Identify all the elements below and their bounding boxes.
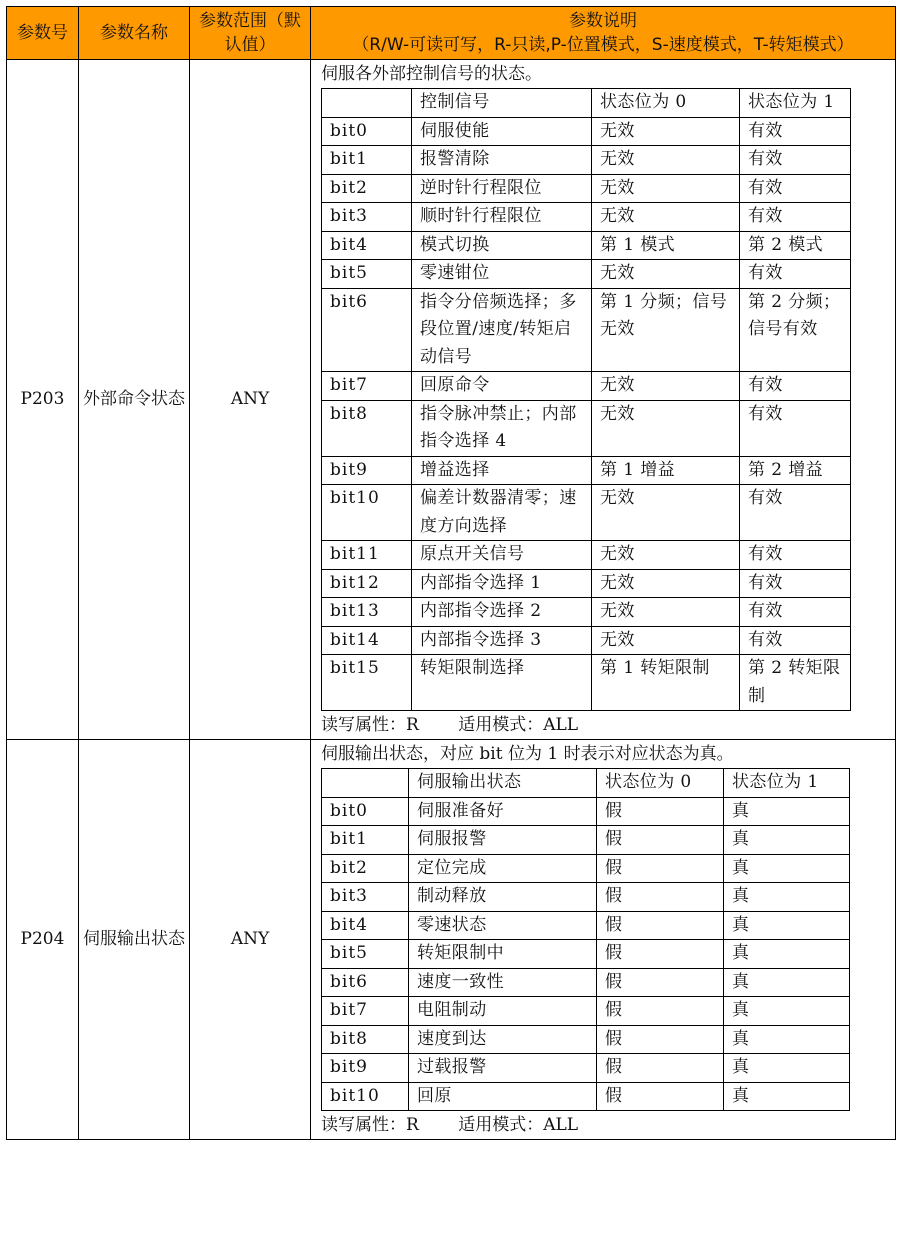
param-id: P204 (7, 740, 79, 1140)
bit-cell: bit13 (322, 598, 412, 627)
state1-cell: 真 (724, 854, 850, 883)
param-name: 伺服输出状态 (79, 740, 190, 1140)
bit-cell: bit8 (322, 400, 412, 456)
bit-table-row (322, 117, 851, 146)
bit-table-row (322, 456, 851, 485)
state0-cell: 无效 (592, 598, 740, 627)
bit-table-row (322, 174, 851, 203)
header-desc-legend: （R/W-可读可写，R-只读,P-位置模式，S-速度模式，T-转矩模式） (352, 35, 854, 55)
bit-table-row (322, 288, 851, 372)
bit-cell: bit12 (322, 569, 412, 598)
state0-cell: 无效 (592, 372, 740, 401)
state1-cell: 第 2 模式 (740, 231, 851, 260)
signal-cell: 伺服使能 (412, 117, 592, 146)
description-intro: 伺服各外部控制信号的状态。 (321, 64, 542, 84)
bit-table-row (322, 826, 850, 855)
description-footer: 读写属性：R 适用模式：ALL (321, 715, 579, 735)
signal-cell: 零速钳位 (412, 260, 592, 289)
param-id: P203 (7, 60, 79, 740)
state1-cell: 真 (724, 883, 850, 912)
state1-cell: 有效 (740, 626, 851, 655)
bit-cell: bit6 (322, 288, 412, 372)
state0-cell: 无效 (592, 260, 740, 289)
bit-table-header-cell (322, 769, 409, 798)
bit-table-row (322, 231, 851, 260)
bit-table-header-cell: 伺服输出状态 (409, 769, 597, 798)
state1-cell: 有效 (740, 260, 851, 289)
state0-cell: 假 (597, 883, 724, 912)
header-param-name: 参数名称 (79, 7, 190, 60)
header-param-id: 参数号 (7, 7, 79, 60)
state0-cell: 假 (597, 797, 724, 826)
bit-table-header-cell: 状态位为 0 (597, 769, 724, 798)
bit-cell: bit9 (322, 1054, 409, 1083)
signal-cell: 增益选择 (412, 456, 592, 485)
bit-cell: bit2 (322, 174, 412, 203)
bit-cell: bit0 (322, 797, 409, 826)
bit-table-row (322, 911, 850, 940)
state0-cell: 无效 (592, 117, 740, 146)
bit-table-row (322, 940, 850, 969)
bit-table-row (322, 1025, 850, 1054)
signal-cell: 模式切换 (412, 231, 592, 260)
signal-cell: 过载报警 (409, 1054, 597, 1083)
bit-cell: bit1 (322, 826, 409, 855)
bit-cell: bit10 (322, 1082, 409, 1111)
bit-cell: bit6 (322, 968, 409, 997)
state1-cell: 有效 (740, 117, 851, 146)
bit-cell: bit9 (322, 456, 412, 485)
state1-cell: 有效 (740, 372, 851, 401)
bit-cell: bit4 (322, 911, 409, 940)
state1-cell: 有效 (740, 485, 851, 541)
bit-cell: bit4 (322, 231, 412, 260)
state0-cell: 假 (597, 1082, 724, 1111)
state0-cell: 无效 (592, 203, 740, 232)
signal-cell: 偏差计数器清零；速度方向选择 (412, 485, 592, 541)
state0-cell: 第 1 增益 (592, 456, 740, 485)
bit-cell: bit15 (322, 655, 412, 711)
state1-cell: 真 (724, 911, 850, 940)
state0-cell: 假 (597, 911, 724, 940)
bit-table (321, 88, 851, 711)
state1-cell: 第 2 分频；信号有效 (740, 288, 851, 372)
bit-cell: bit3 (322, 203, 412, 232)
state0-cell: 假 (597, 1025, 724, 1054)
bit-table-header (322, 89, 851, 118)
param-range: ANY (190, 740, 311, 1140)
state1-cell: 有效 (740, 146, 851, 175)
state1-cell: 有效 (740, 400, 851, 456)
bit-table-row (322, 883, 850, 912)
state0-cell: 假 (597, 997, 724, 1026)
signal-cell: 内部指令选择 3 (412, 626, 592, 655)
param-row-p204 (7, 740, 896, 1140)
state0-cell: 第 1 分频；信号无效 (592, 288, 740, 372)
bit-cell: bit11 (322, 541, 412, 570)
bit-table-row (322, 797, 850, 826)
signal-cell: 原点开关信号 (412, 541, 592, 570)
state0-cell: 假 (597, 854, 724, 883)
state1-cell: 有效 (740, 174, 851, 203)
bit-table (321, 768, 850, 1111)
bit-table-row (322, 260, 851, 289)
bit-cell: bit1 (322, 146, 412, 175)
bit-table-header-cell (322, 89, 412, 118)
parameter-table (6, 6, 896, 1140)
bit-table-header-cell: 状态位为 0 (592, 89, 740, 118)
state1-cell: 第 2 增益 (740, 456, 851, 485)
state1-cell: 真 (724, 968, 850, 997)
description-footer: 读写属性：R 适用模式：ALL (321, 1115, 579, 1135)
bit-cell: bit0 (322, 117, 412, 146)
state1-cell: 有效 (740, 598, 851, 627)
signal-cell: 回原 (409, 1082, 597, 1111)
header-row (7, 7, 896, 60)
bit-table-header-cell: 状态位为 1 (724, 769, 850, 798)
bit-cell: bit2 (322, 854, 409, 883)
signal-cell: 指令脉冲禁止；内部指令选择 4 (412, 400, 592, 456)
state0-cell: 假 (597, 1054, 724, 1083)
signal-cell: 内部指令选择 1 (412, 569, 592, 598)
state1-cell: 真 (724, 797, 850, 826)
state1-cell: 真 (724, 1025, 850, 1054)
header-param-range: 参数范围（默认值） (190, 7, 311, 60)
signal-cell: 制动释放 (409, 883, 597, 912)
param-name: 外部命令状态 (79, 60, 190, 740)
state1-cell: 有效 (740, 203, 851, 232)
header-param-desc (311, 7, 896, 60)
state1-cell: 第 2 转矩限制 (740, 655, 851, 711)
bit-table-row (322, 854, 850, 883)
bit-table-row (322, 400, 851, 456)
state0-cell: 无效 (592, 569, 740, 598)
signal-cell: 速度一致性 (409, 968, 597, 997)
state0-cell: 第 1 转矩限制 (592, 655, 740, 711)
state0-cell: 假 (597, 940, 724, 969)
bit-cell: bit10 (322, 485, 412, 541)
state1-cell: 有效 (740, 541, 851, 570)
state0-cell: 无效 (592, 146, 740, 175)
bit-table-row (322, 203, 851, 232)
signal-cell: 报警清除 (412, 146, 592, 175)
state1-cell: 真 (724, 940, 850, 969)
signal-cell: 转矩限制选择 (412, 655, 592, 711)
state1-cell: 有效 (740, 569, 851, 598)
bit-cell: bit7 (322, 372, 412, 401)
state0-cell: 无效 (592, 485, 740, 541)
param-range: ANY (190, 60, 311, 740)
bit-cell: bit8 (322, 1025, 409, 1054)
bit-cell: bit7 (322, 997, 409, 1026)
signal-cell: 顺时针行程限位 (412, 203, 592, 232)
signal-cell: 伺服报警 (409, 826, 597, 855)
bit-cell: bit5 (322, 940, 409, 969)
bit-table-row (322, 1082, 850, 1111)
bit-table-row (322, 372, 851, 401)
bit-table-header (322, 769, 850, 798)
signal-cell: 伺服准备好 (409, 797, 597, 826)
header-desc-title: 参数说明 (569, 11, 637, 31)
signal-cell: 电阻制动 (409, 997, 597, 1026)
bit-table-header-cell: 控制信号 (412, 89, 592, 118)
state1-cell: 真 (724, 997, 850, 1026)
param-row-p203 (7, 60, 896, 740)
state1-cell: 真 (724, 826, 850, 855)
param-description (311, 740, 896, 1140)
bit-table-row (322, 485, 851, 541)
state1-cell: 真 (724, 1054, 850, 1083)
param-description (311, 60, 896, 740)
signal-cell: 回原命令 (412, 372, 592, 401)
bit-table-row (322, 598, 851, 627)
bit-table-row (322, 569, 851, 598)
bit-table-row (322, 655, 851, 711)
bit-table-row (322, 626, 851, 655)
signal-cell: 速度到达 (409, 1025, 597, 1054)
signal-cell: 转矩限制中 (409, 940, 597, 969)
signal-cell: 定位完成 (409, 854, 597, 883)
bit-table-row (322, 968, 850, 997)
signal-cell: 零速状态 (409, 911, 597, 940)
bit-cell: bit5 (322, 260, 412, 289)
bit-table-row (322, 541, 851, 570)
signal-cell: 逆时针行程限位 (412, 174, 592, 203)
state0-cell: 无效 (592, 400, 740, 456)
state0-cell: 第 1 模式 (592, 231, 740, 260)
bit-table-row (322, 146, 851, 175)
state1-cell: 真 (724, 1082, 850, 1111)
bit-table-row (322, 1054, 850, 1083)
description-intro: 伺服输出状态，对应 bit 位为 1 时表示对应状态为真。 (321, 744, 734, 764)
state0-cell: 无效 (592, 626, 740, 655)
state0-cell: 假 (597, 826, 724, 855)
bit-table-header-cell: 状态位为 1 (740, 89, 851, 118)
bit-cell: bit14 (322, 626, 412, 655)
signal-cell: 内部指令选择 2 (412, 598, 592, 627)
signal-cell: 指令分倍频选择；多段位置/速度/转矩启动信号 (412, 288, 592, 372)
bit-table-row (322, 997, 850, 1026)
bit-cell: bit3 (322, 883, 409, 912)
state0-cell: 无效 (592, 541, 740, 570)
state0-cell: 假 (597, 968, 724, 997)
state0-cell: 无效 (592, 174, 740, 203)
